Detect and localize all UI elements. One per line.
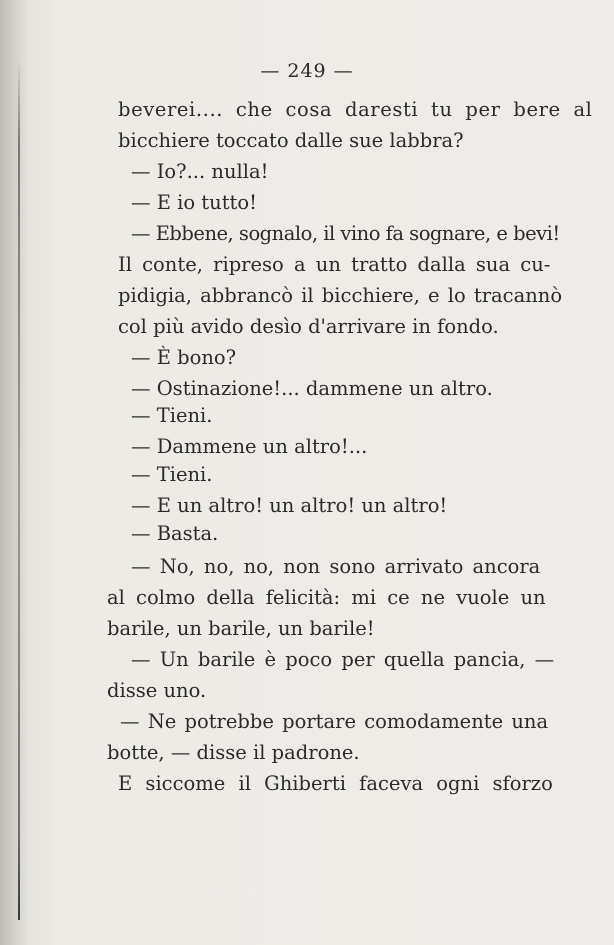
text-line: E siccome il Ghiberti faceva ogni sforzo xyxy=(118,772,553,795)
text-line: — È bono? xyxy=(131,346,237,369)
text-line: — No, no, no, non sono arrivato ancora xyxy=(131,555,541,578)
text-line: — E un altro! un altro! un altro! xyxy=(131,494,448,517)
page-number: — 249 — xyxy=(260,60,354,82)
text-line: al colmo della felicità: mi ce ne vuole un xyxy=(107,586,546,609)
text-line: — Basta. xyxy=(131,522,219,545)
text-line: — Tieni. xyxy=(131,463,213,486)
text-line: — Tieni. xyxy=(131,404,213,427)
text-line: — Un barile è poco per quella pancia, — xyxy=(131,648,555,671)
page-binding-edge-line xyxy=(18,60,20,920)
text-line: barile, un barile, un barile! xyxy=(107,617,375,640)
text-line: — Ebbene, sognalo, il vino fa sognare, e bevi! xyxy=(131,222,560,245)
text-line: pidigia, abbrancò il bicchiere, e lo tracannò xyxy=(118,284,563,307)
text-line: — Ne potrebbe portare comodamente una xyxy=(120,710,549,733)
text-line: — Dammene un altro!... xyxy=(131,435,368,458)
text-line: Il conte, ripreso a un tratto dalla sua cu- xyxy=(118,253,551,276)
text-line: col più avido desìo d'arrivare in fondo. xyxy=(118,315,499,338)
text-line: — E io tutto! xyxy=(131,191,257,214)
text-line: bicchiere toccato dalle sue labbra? xyxy=(118,129,464,152)
text-line: — Ostinazione!... dammene un altro. xyxy=(131,377,493,400)
text-line: beverei.... che cosa daresti tu per bere al xyxy=(118,98,593,121)
text-line: disse uno. xyxy=(107,679,207,702)
text-line: — Io?... nulla! xyxy=(131,160,269,183)
page-binding-shadow xyxy=(0,0,28,945)
text-line: botte, — disse il padrone. xyxy=(107,741,360,764)
